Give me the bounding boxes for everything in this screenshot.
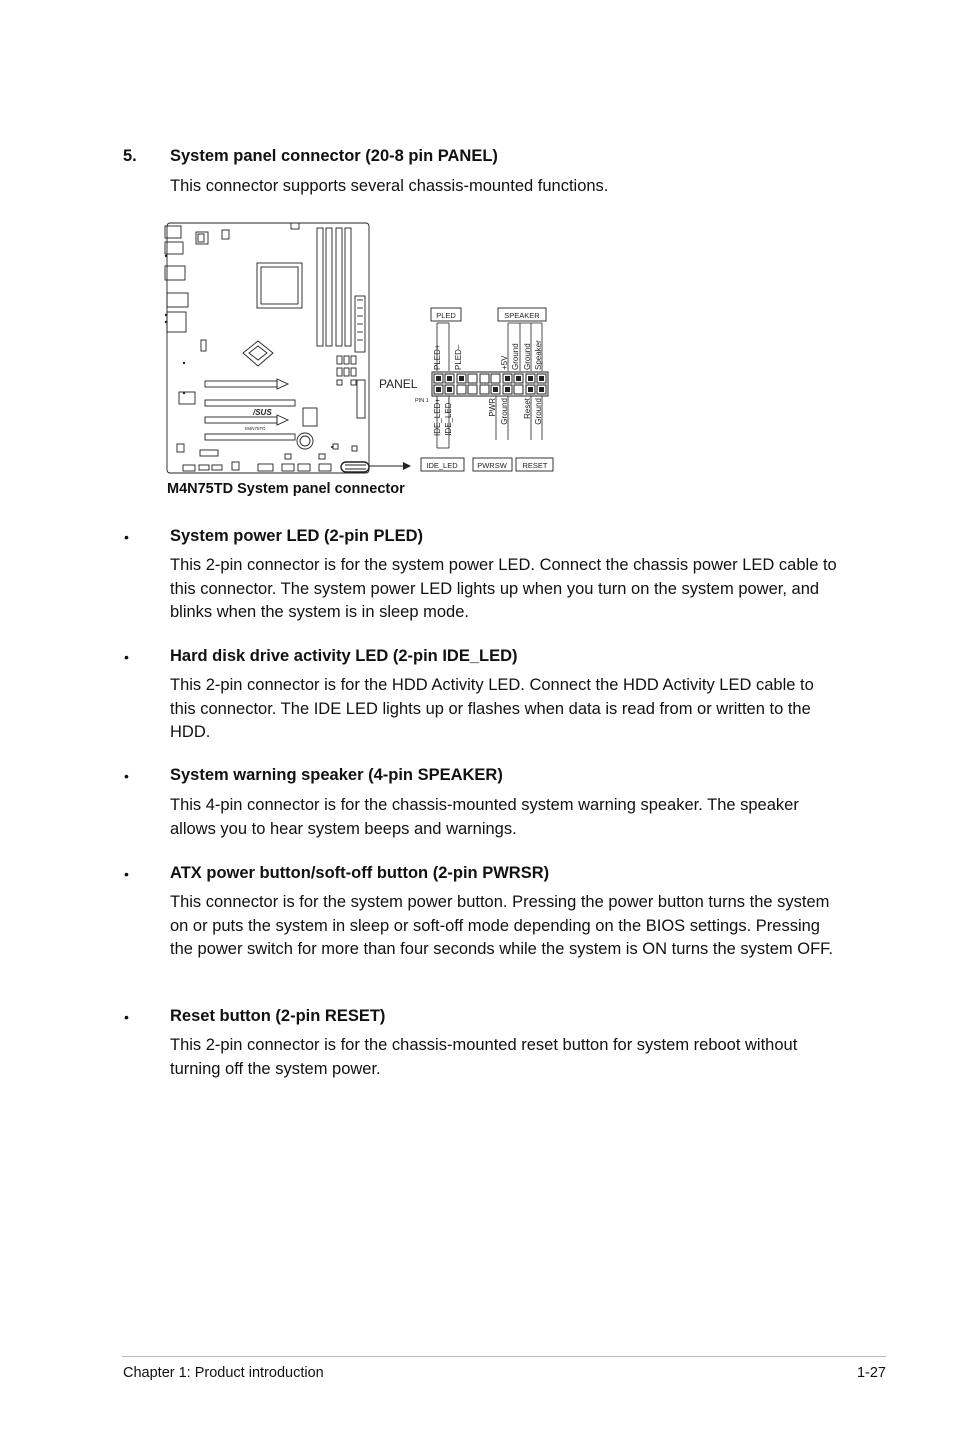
motherboard-diagram-svg	[155, 218, 575, 503]
bullet-marker: •	[124, 529, 129, 545]
board-logo: /SUS	[253, 408, 272, 417]
group-label-pled: PLED	[436, 311, 456, 320]
group-label-speaker: SPEAKER	[504, 311, 540, 320]
pin-label-pwr: PWR	[488, 398, 497, 417]
section-number: 5.	[123, 147, 137, 165]
pin-label-plus5v: +5V	[500, 355, 509, 370]
group-label-reset: RESET	[522, 461, 548, 470]
footer-divider	[122, 1356, 886, 1357]
item-body-pled: This 2-pin connector is for the system power LED. Connect the chassis power LED cable to this connector. The system power LED lights up when you turn on the system power, and blinks when the system is in sleep mode.	[170, 556, 837, 621]
pcie-slot	[205, 417, 277, 423]
dimm-slot	[336, 228, 342, 346]
footer-page-number: 1-27	[856, 1365, 886, 1381]
dimm-slot	[345, 228, 351, 346]
motherboard-outline	[167, 223, 369, 473]
pcie-slot	[205, 434, 295, 440]
item-body-reset: This 2-pin connector is for the chassis-mounted reset button for system reboot without turning off the system power.	[170, 1036, 798, 1078]
panel-connector-diagram	[155, 218, 575, 503]
group-label-ide-led: IDE_LED	[426, 461, 458, 470]
item-body-pwrsw: This connector is for the system power button. Pressing the power button turns the system on or puts the system in sleep or soft-off mode depending on the BIOS settings. Pressing the power switch for more than four seconds while the system is ON turns the system OFF.	[170, 893, 833, 958]
section-title: System panel connector (20-8 pin PANEL)	[170, 147, 498, 165]
item-body-ide-led: This 2-pin connector is for the HDD Activity LED. Connect the HDD Activity LED cable to this connector. The IDE LED lights up or flashes when data is read from or written to the HDD.	[170, 676, 814, 741]
pin-label-ground: Ground	[523, 343, 532, 370]
panel-pin-header	[432, 372, 548, 396]
pin1-label: PIN 1	[415, 398, 429, 404]
dimm-slot	[326, 228, 332, 346]
battery	[297, 433, 313, 449]
pcie-slot	[205, 381, 277, 387]
pin-label-reset: Reset	[523, 398, 532, 419]
item-heading-speaker: System warning speaker (4-pin SPEAKER)	[170, 766, 503, 784]
item-body-speaker: This 4-pin connector is for the chassis-mounted system warning speaker. The speaker allows you to hear system beeps and warnings.	[170, 796, 799, 838]
pin-label-pled-plus: PLED+	[433, 344, 442, 370]
item-heading-ide-led: Hard disk drive activity LED (2-pin IDE_LED)	[170, 647, 518, 665]
group-label-pwrsw: PWRSW	[477, 461, 507, 470]
item-heading-pled: System power LED (2-pin PLED)	[170, 527, 424, 545]
dimm-slot	[317, 228, 323, 346]
pin-label-ground: Ground	[534, 398, 543, 425]
chipset	[243, 341, 273, 366]
bullet-marker: •	[124, 649, 129, 665]
footer-chapter: Chapter 1: Product introduction	[123, 1365, 324, 1381]
pin-label-pled-minus: PLED–	[454, 344, 463, 370]
pin-label-ground: Ground	[500, 398, 509, 425]
panel-header-on-board	[341, 462, 369, 472]
section-intro: This connector supports several chassis-mounted functions.	[170, 177, 609, 195]
diagram-caption: M4N75TD System panel connector	[167, 481, 405, 497]
item-heading-pwrsw: ATX power button/soft-off button (2-pin PWRSR)	[170, 864, 550, 882]
cpu-socket	[257, 263, 302, 308]
panel-label: PANEL	[379, 377, 418, 391]
bullet-marker: •	[124, 1009, 129, 1025]
bullet-marker: •	[124, 866, 129, 882]
item-heading-reset: Reset button (2-pin RESET)	[170, 1007, 386, 1025]
pin-label-ground: Ground	[511, 343, 520, 370]
pin-label-ide-led-plus: IDE_LED+	[433, 398, 442, 437]
pcie-slot	[205, 400, 295, 406]
board-model: M4N75TD	[245, 426, 266, 431]
bullet-marker: •	[124, 768, 129, 784]
pin-label-ide-led-minus: IDE_LED–	[444, 398, 453, 436]
pin-label-speaker: Speaker	[534, 340, 543, 370]
